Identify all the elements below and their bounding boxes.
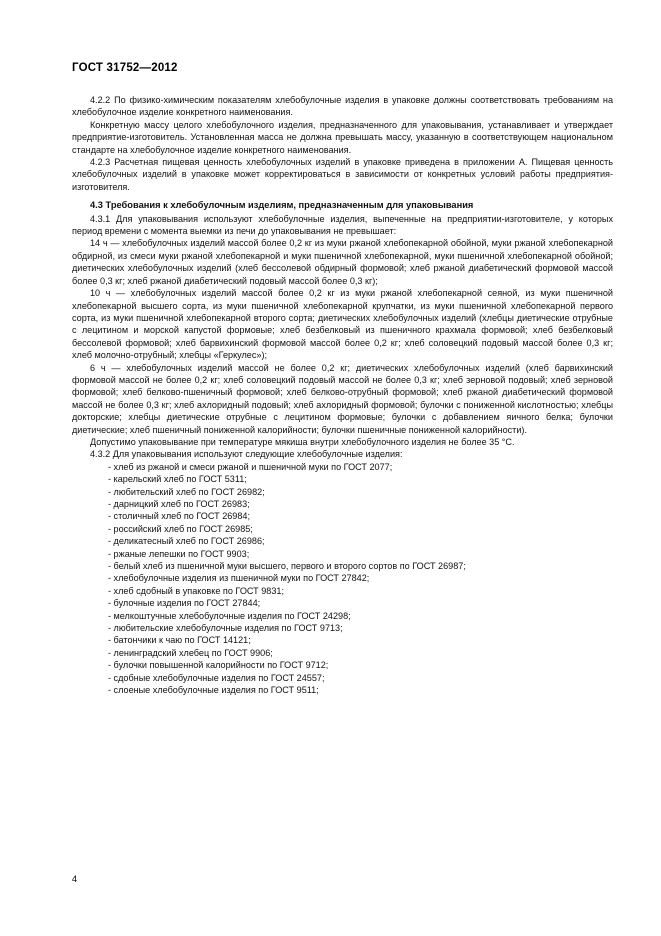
paragraph-10h: 10 ч — хлебобулочных изделий массой более 0,2 кг из муки ржаной хлебопекарной сеяной, из муки пшеничной хлебопекарной высшего сорта, из муки пшеничной хлебопекарной крупчатки, из муки пшеничной хлебопекарной первого сорта, из муки пшеничной хлебопекарной второго сорта; диетических хлебобулочных изделий (хлебцы диетические отрубные с лецитином и морской капустой формовые; хлеб безбелковый из пшеничного крахмала формовой; хлеб безбелковый бессолевой формовой; хлеб барвихинский формовой массой более 0,2 кг; хлеб соловецкий подовый массой более 0,3 кг; хлеб молочно-отрубный; хлебцы «Геркулес»); [72,288,613,361]
paragraph-6h: 6 ч — хлебобулочных изделий массой не более 0,2 кг; диетических хлебобулочных изделий (хлеб барвихинский формовой массой не более 0,2 кг; хлеб соловецкий подовый массой не более 0,3 кг; хлеб зерновой подовый; хлеб зерновой формовой; хлеб белково-пшеничный формовой; хлеб белково-отрубный формовой; хлеб ржаной диабетический формовой массой не более 0,3 кг; хлеб ахлоридный подовый; хлеб ахлоридный формовой; булочки с пониженной кислотностью; хлебцы докторские; хлебцы диетические отрубные с лецитином формовые; булочки с добавлением яичного белка; булочки диетические; хлеб пшеничный пониженной калорийности; булочки пшеничные пониженной калорийности). [72,362,613,435]
list-item: - слоеные хлебобулочные изделия по ГОСТ 9511; [108,685,319,696]
list-item: - сдобные хлебобулочные изделия по ГОСТ 24557; [108,672,325,683]
page-header: ГОСТ 31752—2012 [72,62,178,74]
list-item: - российский хлеб по ГОСТ 26985; [108,523,253,534]
paragraph-4-3-2: 4.3.2 Для упаковывания используют следующие хлебобулочные изделия: [90,449,403,460]
list-item: - деликатесный хлеб по ГОСТ 26986; [108,536,265,547]
page-number: 4 [72,874,78,884]
document-body [72,94,613,697]
list-item: - хлеб из ржаной и смеси ржаной и пшеничной муки по ГОСТ 2077; [108,461,393,472]
list-item: - булочные изделия по ГОСТ 27844; [108,598,261,609]
paragraph-4-2-3: 4.2.3 Расчетная пищевая ценность хлебобулочных изделий в упаковке приведена в приложении А. Пищевая ценность хлебобулочных изделий в упаковке может корректироваться в зависимости от конкретных условий работы предприятия-изготовителя. [72,157,613,192]
list-item: - хлебобулочные изделия из пшеничной муки по ГОСТ 27842; [108,573,370,584]
list-item: - мелкоштучные хлебобулочные изделия по ГОСТ 24298; [108,610,351,621]
paragraph-14h: 14 ч — хлебобулочных изделий массой более 0,2 кг из муки ржаной хлебопекарной обойной, муки ржаной хлебопекарной обдирной, из смеси муки ржаной хлебопекарной и муки пшеничной хлебопекарной, муки пшеничной хлебопекарной обойной; диетических хлебобулочных изделий (хлеб бессолевой обдирный формовой; хлеб ржаной диабетический формовой массой более 0,3 кг; хлеб ржаной диабетический подовый массой более 0,3 кг); [72,238,613,286]
list-item: - белый хлеб из пшеничной муки высшего, первого и второго сортов по ГОСТ 26987; [108,561,466,572]
list-item: - батончики к чаю по ГОСТ 14121; [108,635,251,646]
paragraph-mass: Конкретную массу целого хлебобулочного изделия, предназначенного для упаковывания, устанавливает и утверждает предприятие-изготовитель. Установленная масса не должна превышать массу, указанную в соответствующем национальном стандарте на хлебобулочное изделие конкретного наименования. [72,119,613,155]
list-item: - хлеб сдобный в упаковке по ГОСТ 9831; [108,585,284,596]
paragraph-4-3-1: 4.3.1 Для упаковывания используют хлебобулочные изделия, выпеченные на предприятии-изготовителе, у которых период времени с момента выемки из печи до упаковывания не превышает: [72,213,613,237]
list-item: - столичный хлеб по ГОСТ 26984; [108,511,251,522]
paragraph-4-2-2: 4.2.2 По физико-химическим показателям хлебобулочные изделия в упаковке должны соответствовать требованиям на хлебобулочное изделие конкретного наименования. [72,95,613,118]
paragraph-temperature: Допустимо упаковывание при температуре мякиша внутри хлебобулочного изделия не более 35 °С. [90,436,515,447]
section-heading-4-3: 4.3 Требования к хлебобулочным изделиям, предназначенным для упаковывания [90,200,474,211]
product-list [72,461,613,697]
list-item: - любительские хлебобулочные изделия по ГОСТ 9713; [108,623,343,634]
list-item: - любительский хлеб по ГОСТ 26982; [108,486,265,497]
list-item: - булочки повышенной калорийности по ГОСТ 9712; [108,660,329,671]
list-item: - карельский хлеб по ГОСТ 5311; [108,474,247,485]
list-item: - ленинградский хлебец по ГОСТ 9906; [108,647,273,658]
list-item: - дарницкий хлеб по ГОСТ 26983; [108,499,250,509]
list-item: - ржаные лепешки по ГОСТ 9903; [108,548,250,559]
